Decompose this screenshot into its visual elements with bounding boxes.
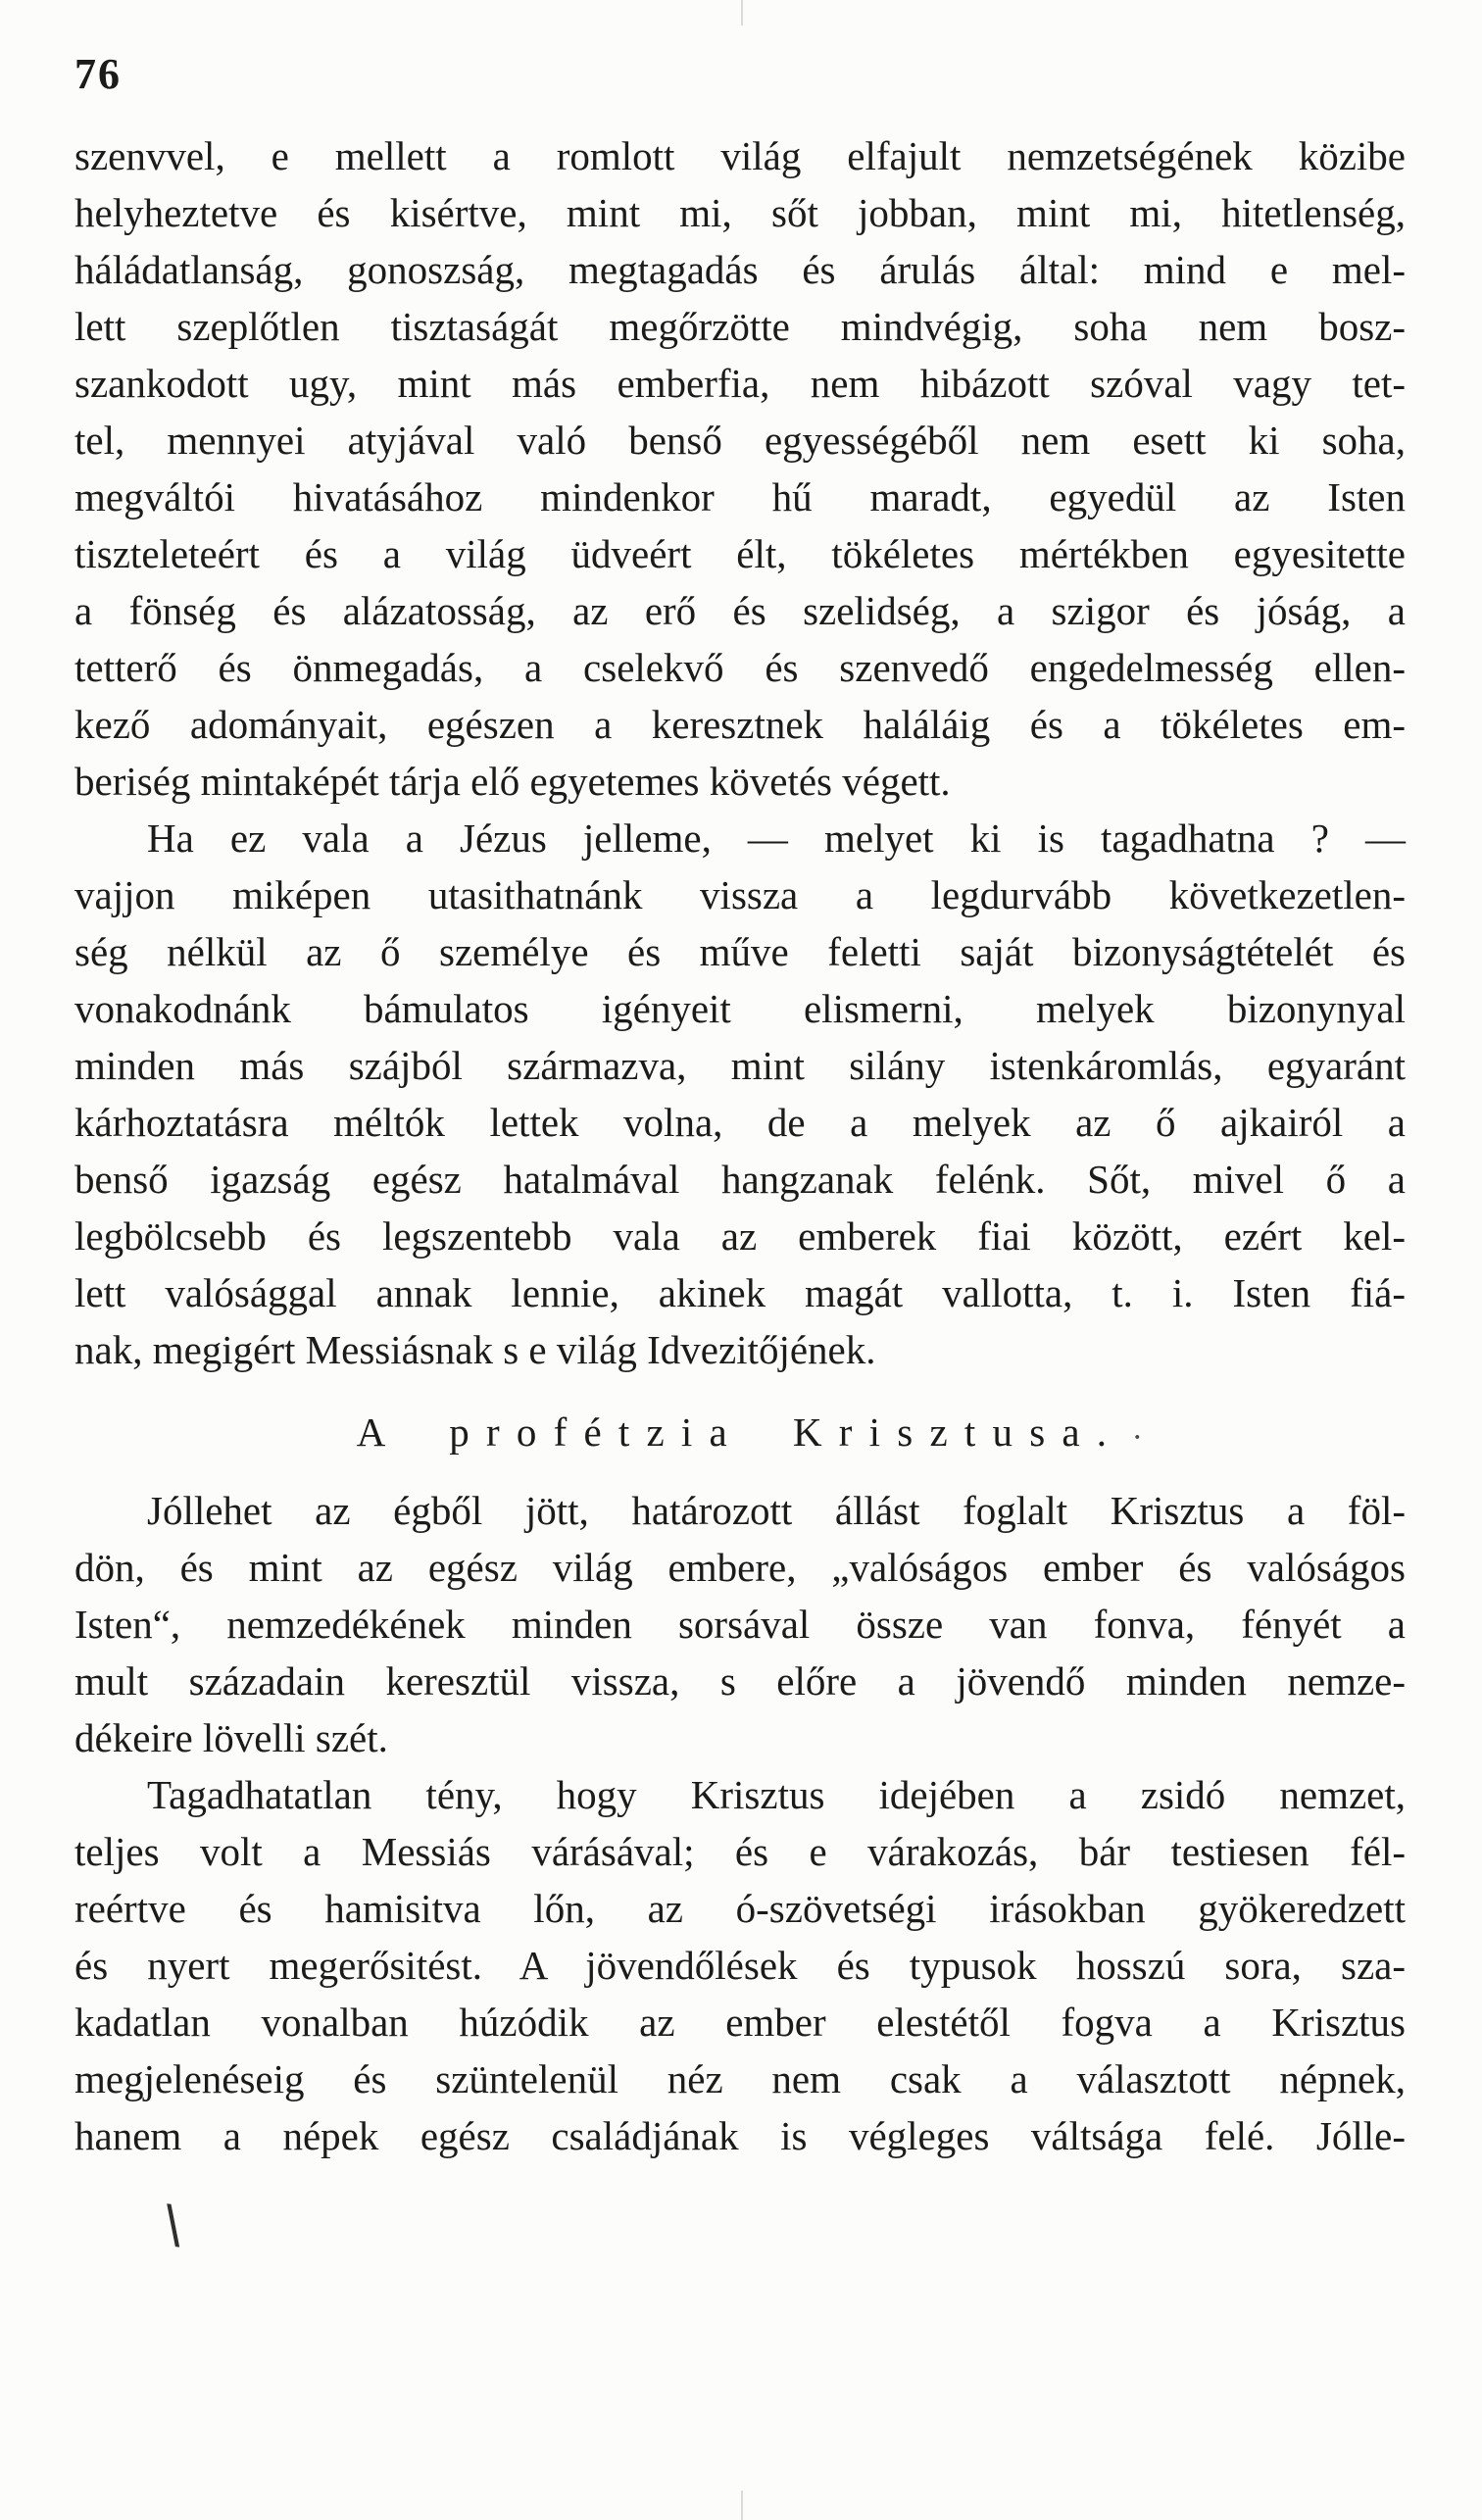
pen-mark: \ <box>161 2195 185 2255</box>
text-line: vonakodnánk bámulatos igényeit elismerni, melyek bizonynyal <box>74 986 1406 1031</box>
text-line: háládatlanság, gonoszság, megtagadás és árulás által: mind e mel- <box>74 247 1406 292</box>
section-heading: A profétzia Krisztusa. <box>356 1409 1124 1455</box>
text-line: helyheztetve és kisértve, mint mi, sőt jobban, mint mi, hitetlenség, <box>74 190 1406 235</box>
section-heading-row <box>74 1404 1406 1460</box>
text-line: dön, és mint az egész világ embere, „valóságos ember és valóságos <box>74 1545 1406 1590</box>
text-line: lett szeplőtlen tisztaságát megőrzötte mindvégig, soha nem bosz- <box>74 304 1406 349</box>
text-line: tiszteleteért és a világ üdveért élt, tökéletes mértékben egyesitette <box>74 531 1406 576</box>
text-line: Ha ez vala a Jézus jelleme, — melyet ki is tagadhatna ? — <box>147 815 1406 861</box>
stray-dot-mark: · <box>1131 1419 1143 1456</box>
text-line: tetterő és önmegadás, a cselekvő és szenvedő engedelmesség ellen- <box>74 645 1406 690</box>
text-line: kárhoztatásra méltók lettek volna, de a melyek az ő ajkairól a <box>74 1100 1406 1145</box>
text-line: a fönség és alázatosság, az erő és szelidség, a szigor és jóság, a <box>74 588 1406 633</box>
text-line: Tagadhatatlan tény, hogy Krisztus idejében a zsidó nemzet, <box>147 1772 1406 1817</box>
text-line: minden más szájból származva, mint silány istenkáromlás, egyaránt <box>74 1043 1406 1088</box>
text-line: beriség mintaképét tárja elő egyetemes követés végett. <box>74 759 951 804</box>
text-block <box>74 50 1406 2164</box>
text-line: dékeire lövelli szét. <box>74 1715 388 1760</box>
text-line: benső igazság egész hatalmával hangzanak felénk. Sőt, mivel ő a <box>74 1157 1406 1202</box>
scan-fold-mark-top <box>741 0 743 25</box>
text-line: legbölcsebb és legszentebb vala az emberek fiai között, ezért kel- <box>74 1213 1406 1259</box>
text-line: nak, megigért Messiásnak s e világ Idvezitőjének. <box>74 1327 876 1372</box>
paragraph <box>74 810 1406 1378</box>
text-line: mult századain keresztül vissza, s előre a jövendő minden nemze- <box>74 1658 1406 1704</box>
text-line: megváltói hivatásához mindenkor hű maradt, egyedül az Isten <box>74 474 1406 519</box>
text-line: és nyert megerősitést. A jövendőlések és typusok hosszú sora, sza- <box>74 1943 1406 1988</box>
text-line: Isten“, nemzedékének minden sorsával össze van fonva, fényét a <box>74 1602 1406 1647</box>
paragraph <box>74 1766 1406 2164</box>
text-line: szankodott ugy, mint más emberfia, nem hibázott szóval vagy tet- <box>74 361 1406 406</box>
text-line: megjelenéseig és szüntelenül néz nem csak a választott népnek, <box>74 2056 1406 2101</box>
scan-fold-mark-bottom <box>741 2491 743 2520</box>
paragraph-continuation <box>74 127 1406 810</box>
text-line: kező adományait, egészen a keresztnek haláláig és a tökéletes em- <box>74 702 1406 747</box>
text-line: ség nélkül az ő személye és műve feletti saját bizonyságtételét és <box>74 929 1406 974</box>
text-line: reértve és hamisitva lőn, az ó-szövetségi irásokban gyökeredzett <box>74 1886 1406 1931</box>
text-line: szenvvel, e mellett a romlott világ elfajult nemzetségének közibe <box>74 133 1406 178</box>
text-line: Jóllehet az égből jött, határozott állást foglalt Krisztus a föl- <box>147 1488 1406 1533</box>
text-line: teljes volt a Messiás várásával; és e várakozás, bár testiesen fél- <box>74 1829 1406 1874</box>
text-line: kadatlan vonalban húzódik az ember elestétől fogva a Krisztus <box>74 2000 1406 2045</box>
paragraph <box>74 1482 1406 1766</box>
page-number: 76 <box>74 50 122 98</box>
text-line: hanem a népek egész családjának is végleges váltsága felé. Jólle- <box>74 2113 1406 2158</box>
text-line: vajjon miképen utasithatnánk vissza a legdurvább következetlen- <box>74 872 1406 917</box>
text-line: tel, mennyei atyjával való benső egyességéből nem esett ki soha, <box>74 418 1406 463</box>
text-line: lett valósággal annak lennie, akinek magát vallotta, t. i. Isten fiá- <box>74 1270 1406 1315</box>
